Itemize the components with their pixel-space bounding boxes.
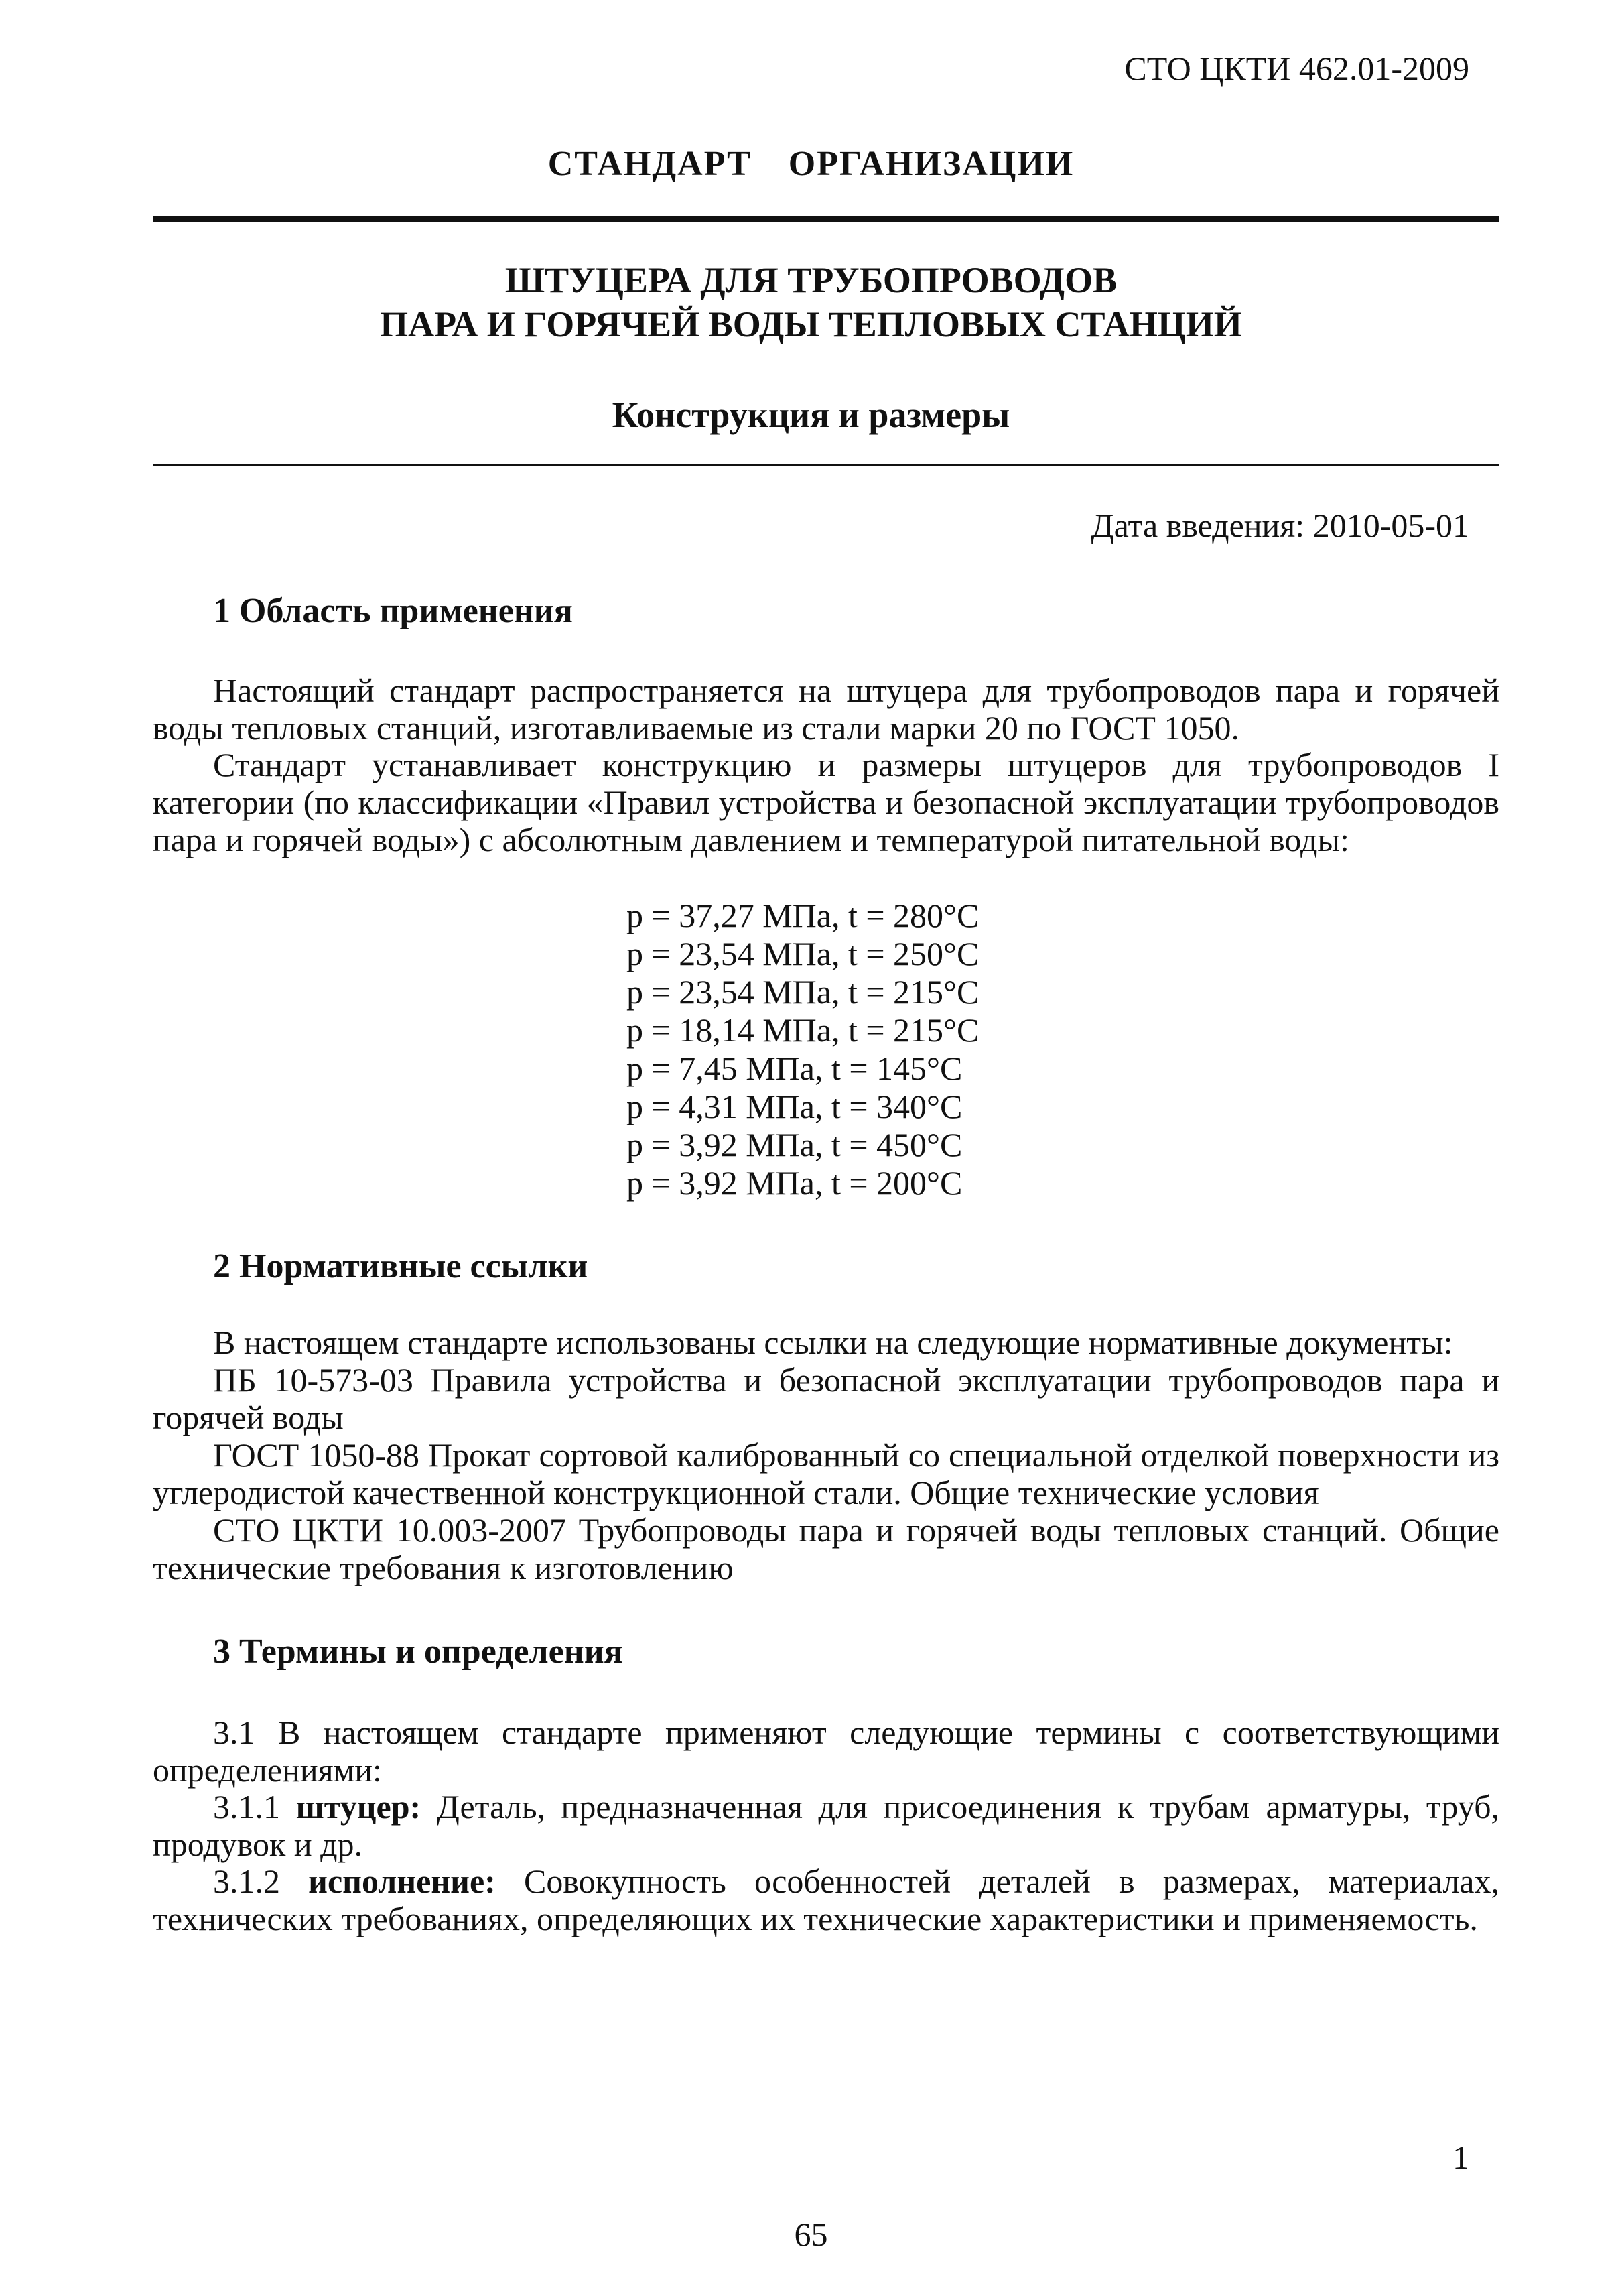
document-subtitle: Конструкция и размеры — [612, 395, 1010, 435]
section-3-heading: 3 Термины и определения — [213, 1633, 623, 1671]
term-definition-text: Деталь, предназначенная для присоединения к трубам арматуры, труб, продувок и др. — [153, 1788, 1500, 1863]
term-definition-text: Совокупность особенностей деталей в размерах, материалах, технических требованиях, определяющих их технические характеристики и применяемость. — [153, 1862, 1499, 1937]
section-3-paragraph-1: 3.1 В настоящем стандарте применяют следующие термины с соответствующими определениями: — [153, 1714, 1499, 1789]
page-number-bottom: 65 — [794, 2216, 828, 2253]
formula-line: p = 3,92 МПа, t = 200°С — [626, 1164, 963, 1202]
document-title-line-2: ПАРА И ГОРЯЧЕЙ ВОДЫ ТЕПЛОВЫХ СТАНЦИЙ — [380, 304, 1242, 344]
organization-standard-title: СТАНДАРТ ОРГАНИЗАЦИИ — [547, 145, 1075, 183]
document-title — [0, 258, 1622, 346]
term-word: штуцер: — [295, 1788, 421, 1826]
page-number-right: 1 — [1452, 2139, 1469, 2176]
formula-line: p = 23,54 МПа, t = 250°С — [626, 935, 979, 972]
formula-line: p = 23,54 МПа, t = 215°С — [626, 973, 979, 1011]
formula-line: p = 3,92 МПа, t = 450°С — [626, 1126, 963, 1163]
term-number: 3.1.1 — [213, 1788, 280, 1826]
document-code: СТО ЦКТИ 462.01-2009 — [1124, 50, 1469, 87]
thick-divider — [153, 216, 1499, 222]
section-1-paragraph-2: Стандарт устанавливает конструкцию и размеры штуцеров для трубопроводов I категории (по классификации «Правил устройства и безопасной эксплуатации трубопроводов пара и горячей воды») с абсолютным давлением и температурой питательной воды: — [153, 746, 1499, 858]
pressure-temperature-list — [626, 897, 979, 1202]
term-number: 3.1.2 — [213, 1862, 280, 1900]
normative-references — [153, 1324, 1499, 1586]
formula-line: p = 7,45 МПа, t = 145°С — [626, 1049, 963, 1087]
formula-line: p = 18,14 МПа, t = 215°С — [626, 1011, 979, 1049]
section-1-heading: 1 Область применения — [213, 592, 573, 630]
introduction-date: Дата введения: 2010-05-01 — [1091, 507, 1469, 544]
term-definition-2 — [153, 1862, 1499, 1937]
section-2-heading: 2 Нормативные ссылки — [213, 1247, 588, 1285]
formula-line: p = 37,27 МПа, t = 280°С — [626, 897, 979, 934]
term-definition-1 — [153, 1788, 1499, 1863]
references-intro: В настоящем стандарте использованы ссылки на следующие нормативные документы: — [213, 1324, 1453, 1361]
reference-item: СТО ЦКТИ 10.003-2007 Трубопроводы пара и горячей воды тепловых станций. Общие технические требования к изготовлению — [153, 1511, 1499, 1586]
formula-line: p = 4,31 МПа, t = 340°С — [626, 1088, 963, 1125]
section-1-paragraph-1: Настоящий стандарт распространяется на штуцера для трубопроводов пара и горячей воды тепловых станций, изготавливаемые из стали марки 20 по ГОСТ 1050. — [153, 672, 1499, 747]
thin-divider — [153, 464, 1499, 466]
term-word: исполнение: — [308, 1862, 496, 1900]
document-title-line-1: ШТУЦЕРА ДЛЯ ТРУБОПРОВОДОВ — [504, 260, 1118, 300]
reference-item: ГОСТ 1050-88 Прокат сортовой калиброванный со специальной отделкой поверхности из углеродистой качественной конструкционной стали. Общие технические условия — [153, 1436, 1499, 1511]
reference-item: ПБ 10-573-03 Правила устройства и безопасной эксплуатации трубопроводов пара и горячей воды — [153, 1361, 1499, 1436]
